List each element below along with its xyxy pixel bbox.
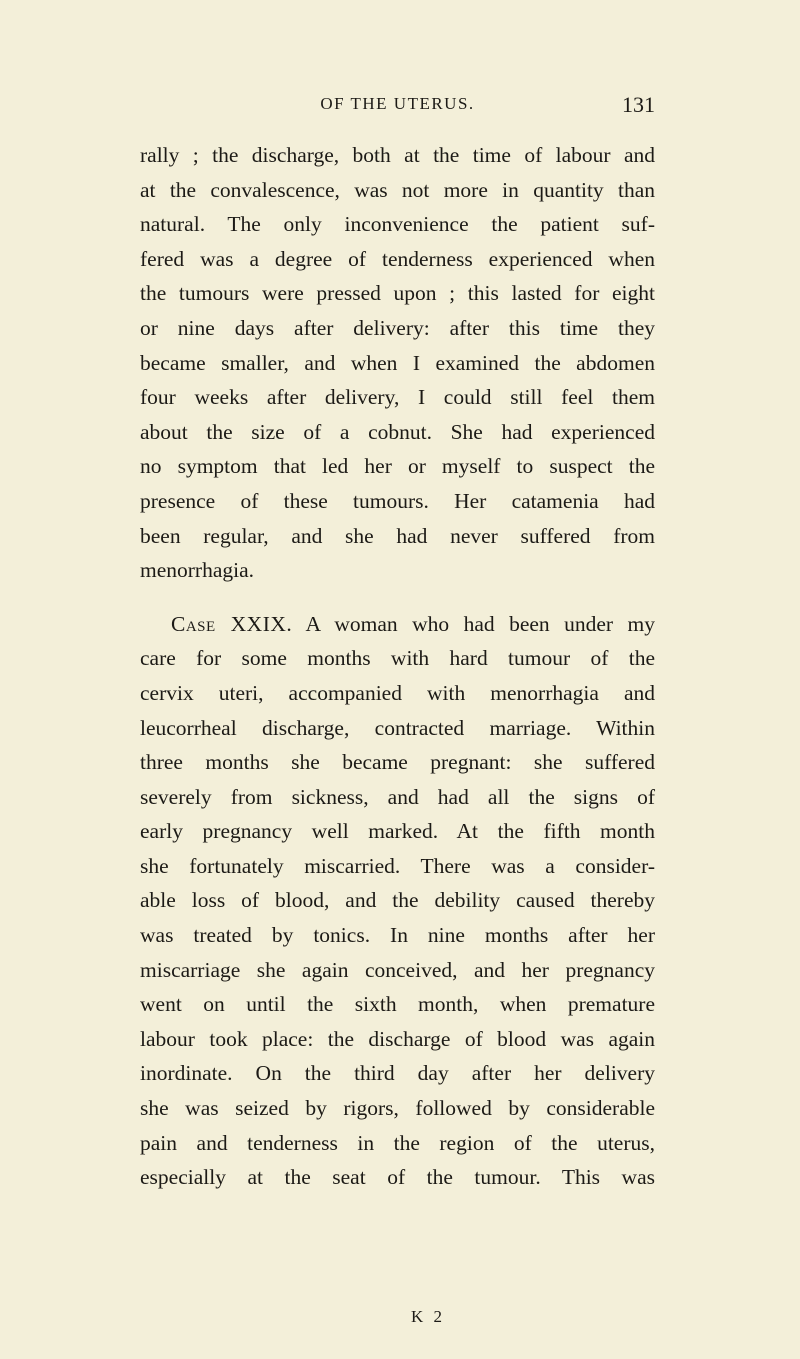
text-line: at the convalescence, was not more in quantity than [140,177,655,202]
text-line: able loss of blood, and the debility caused thereby [140,888,655,913]
case-label: Case XXIX. [171,611,293,636]
body-text [140,138,655,1195]
paragraph-1 [140,138,655,588]
text-line: three months she became pregnant: she suffered [140,750,655,775]
text-line: natural. The only inconvenience the patient suf- [140,212,655,237]
text-line: early pregnancy well marked. At the fifth month [140,819,655,844]
running-title: OF THE UTERUS. [320,94,475,113]
case-heading-line [140,607,655,642]
text-line: presence of these tumours. Her catamenia had [140,488,655,513]
text-line: became smaller, and when I examined the abdomen [140,350,655,375]
running-head [140,92,655,126]
case-first-line-text: A woman who had been under my [292,611,656,636]
text-line: was treated by tonics. In nine months after her [140,923,655,948]
text-line: pain and tenderness in the region of the uterus, [140,1130,655,1155]
text-line: especially at the seat of the tumour. This was [140,1165,655,1190]
text-line: menorrhagia. [140,558,255,583]
text-line: four weeks after delivery, I could still feel them [140,385,655,410]
text-line: miscarriage she again conceived, and her pregnancy [140,957,655,982]
text-line: went on until the sixth month, when premature [140,992,655,1017]
text-line: rally ; the discharge, both at the time of labour and [140,143,655,167]
text-line: or nine days after delivery: after this time they [140,315,655,340]
text-line: she was seized by rigors, followed by considerable [140,1096,655,1121]
text-line: fered was a degree of tenderness experienced when [140,246,655,271]
text-line: the tumours were pressed upon ; this lasted for eight [140,281,655,306]
text-line: she fortunately miscarried. There was a consider- [140,853,655,878]
text-line: inordinate. On the third day after her delivery [140,1061,655,1086]
paragraph-2 [140,607,655,1195]
text-line: labour took place: the discharge of blood was again [140,1026,655,1051]
text-line: about the size of a cobnut. She had experienced [140,419,655,444]
text-line: severely from sickness, and had all the signs of [140,784,655,809]
text-line: cervix uteri, accompanied with menorrhagia and [140,680,655,705]
signature-mark: K 2 [410,1307,445,1326]
text-line: no symptom that led her or myself to suspect the [140,454,655,479]
paragraph-gap [140,588,655,607]
text-line: care for some months with hard tumour of the [140,646,655,671]
page-number: 131 [622,92,655,117]
text-line: leucorrheal discharge, contracted marriage. Within [140,715,655,740]
text-line: been regular, and she had never suffered from [140,523,655,548]
